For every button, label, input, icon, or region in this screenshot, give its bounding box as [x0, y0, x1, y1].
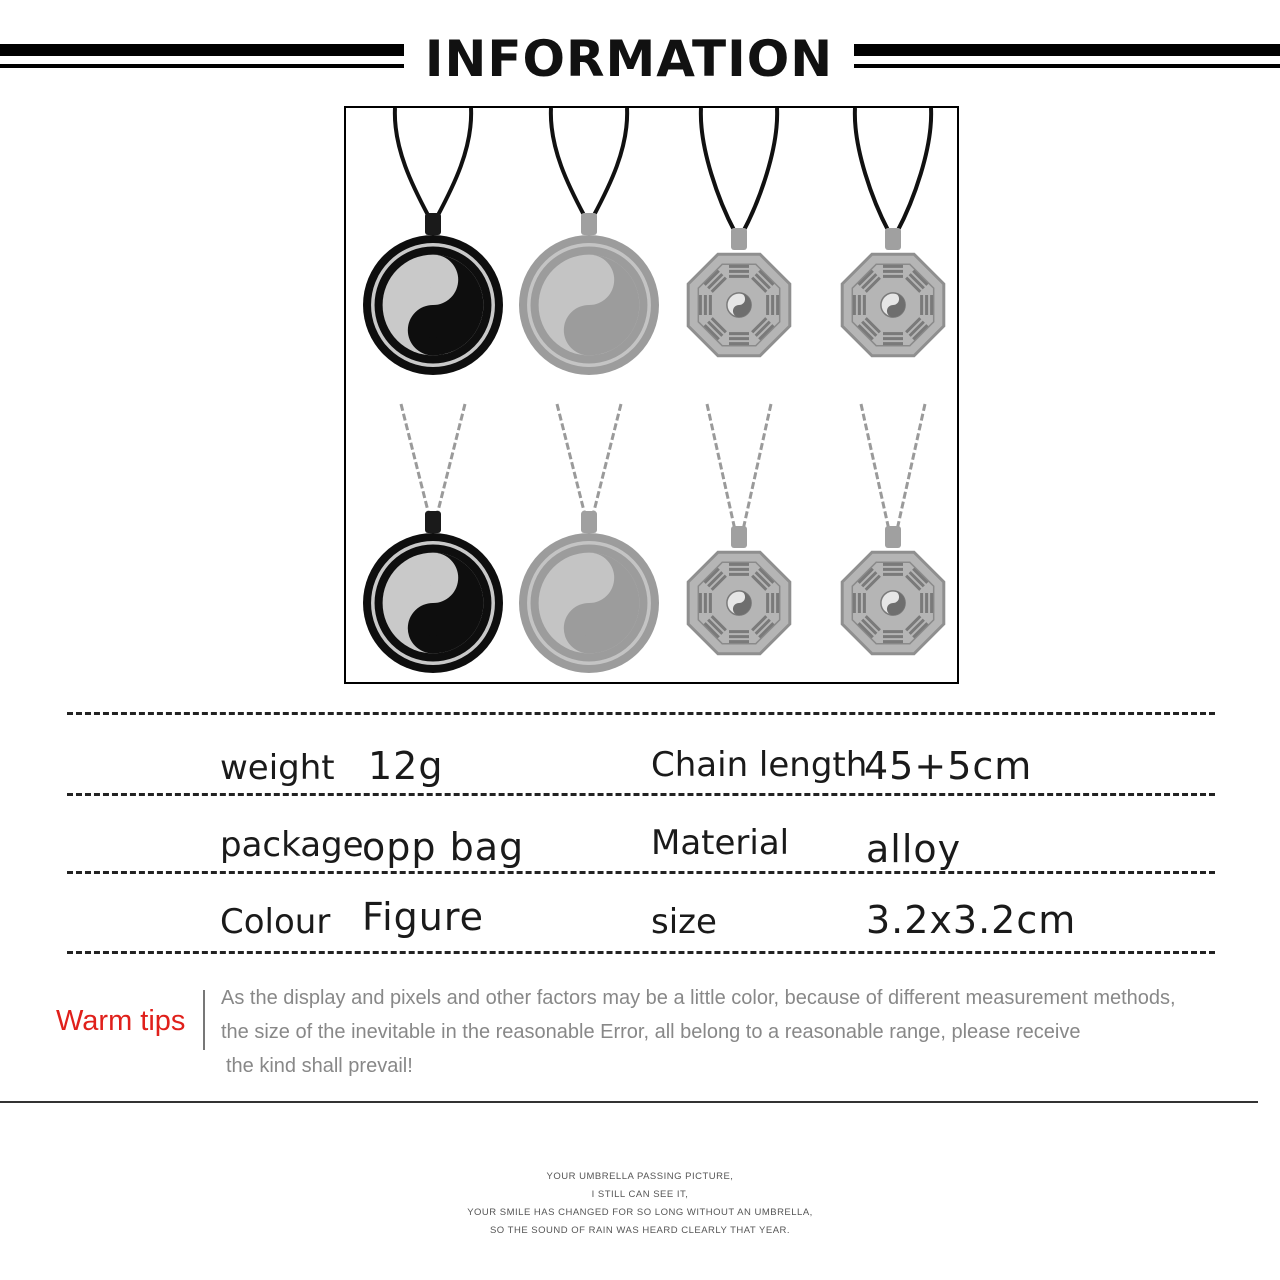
bagua-pendant-silver	[688, 108, 790, 356]
yin-yang-pendant-black	[363, 108, 503, 375]
page-title: INFORMATION	[424, 30, 834, 88]
weight-label: weight	[220, 748, 335, 788]
package-label: package	[220, 825, 364, 865]
spec-divider	[67, 951, 1215, 954]
material-label: Material	[651, 823, 790, 863]
spec-divider	[67, 871, 1215, 874]
size-label: size	[651, 902, 717, 942]
warm-tips-label: Warm tips	[56, 1005, 186, 1037]
warm-tips-divider	[203, 990, 205, 1050]
footer-line: I STILL CAN SEE IT,	[591, 1189, 689, 1200]
tip-line: As the display and pixels and other factors may be a little color, because of different measurement methods,	[221, 987, 1176, 1009]
tip-line: the size of the inevitable in the reasonable Error, all belong to a reasonable range, please receive	[221, 1021, 1081, 1043]
footer-line: YOUR SMILE HAS CHANGED FOR SO LONG WITHOUT AN UMBRELLA,	[467, 1207, 813, 1218]
material-value: alloy	[866, 827, 962, 871]
yin-yang-pendant-silver	[519, 108, 659, 375]
yin-yang-pendant-silver	[519, 404, 659, 673]
spec-divider	[67, 712, 1215, 715]
chain-length-label: Chain length	[651, 745, 868, 785]
spec-divider	[67, 793, 1215, 796]
footer-line: SO THE SOUND OF RAIN WAS HEARD CLEARLY THAT YEAR.	[489, 1225, 791, 1236]
colour-value: Figure	[362, 895, 485, 939]
tip-line: the kind shall prevail!	[226, 1055, 413, 1077]
yin-yang-pendant-black	[363, 404, 503, 673]
bagua-pendant-silver	[688, 404, 790, 654]
weight-value: 12g	[368, 744, 444, 788]
bagua-pendant-silver	[842, 404, 944, 654]
header-bars-left	[0, 44, 404, 84]
colour-label: Colour	[220, 902, 331, 942]
necklace-grid	[346, 108, 957, 682]
bagua-pendant-silver	[842, 108, 944, 356]
size-value: 3.2x3.2cm	[866, 898, 1077, 942]
bottom-divider	[0, 1101, 1258, 1103]
chain-length-value: 45+5cm	[864, 744, 1033, 788]
product-photo	[344, 106, 959, 684]
package-value: opp bag	[362, 825, 525, 869]
header-bars-right	[854, 44, 1280, 84]
footer-line: YOUR UMBRELLA PASSING PICTURE,	[546, 1171, 734, 1182]
